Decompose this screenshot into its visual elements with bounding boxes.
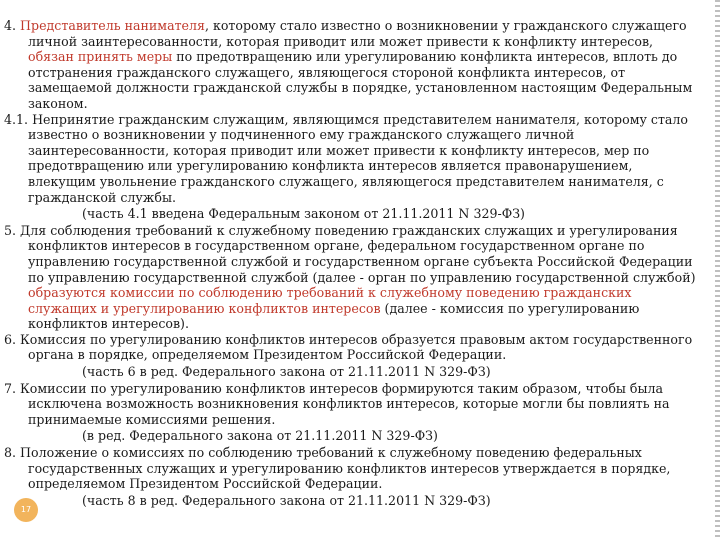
highlight-obliged-to-act: обязан принять меры — [28, 49, 173, 65]
paragraph-number: 5. — [4, 222, 17, 238]
highlight-commissions-formed: образуются комиссии по соблюдению требований к служебному поведению гражданских служащих и урегулированию конфликтов интересов — [28, 285, 632, 316]
paragraph-number: 7. — [4, 380, 17, 396]
paragraph-text: Непринятие гражданским служащим, являющимся представителем нанимателя, которому стало известно о возникновении у подчиненного ему гражданского служащего личной заинтересованности, которая приводит или может привести к конфликту интересов, мер по предотвращению или урегулированию конфликта интересов является правонарушением, влекущим увольнение гражданского служащего, являющегося представителем нанимателя, с гражданской службы. — [28, 111, 689, 205]
paragraph-text: , которому стало известно о возникновении у гражданского служащего личной заинтересованности, которая приводит или может привести к конфликту интересов, — [28, 18, 687, 49]
paragraph-7 — [4, 381, 702, 428]
paragraph-5 — [4, 223, 702, 332]
page-number-badge: 17 — [14, 498, 38, 522]
paragraph-number: 4.1. — [4, 111, 29, 127]
paragraph-number: 4. — [4, 18, 17, 33]
paragraph-number: 8. — [4, 445, 17, 461]
amendment-note: (часть 4.1 введена Федеральным законом от 21.11.2011 N 329-ФЗ) — [82, 206, 525, 222]
paragraph-number: 6. — [4, 331, 17, 347]
amendment-note: (часть 6 в ред. Федерального закона от 21.11.2011 N 329-ФЗ) — [82, 364, 491, 380]
amendment-note: (в ред. Федерального закона от 21.11.2011 N 329-ФЗ) — [82, 428, 438, 444]
paragraph-text: Комиссии по урегулированию конфликтов интересов формируются таким образом, чтобы была исключена возможность возникновения конфликтов интересов, которые могли бы повлиять на принимаемые комиссиями решения. — [20, 380, 670, 427]
paragraph-text: Положение о комиссиях по соблюдению требований к служебному поведению федеральных государственных служащих и урегулированию конфликтов интересов утверждается в порядке, определяемом Президентом Российской Федерации. — [20, 445, 671, 492]
amendment-note: (часть 8 в ред. Федерального закона от 21.11.2011 N 329-ФЗ) — [82, 492, 491, 508]
paragraph-4-1 — [4, 112, 702, 206]
paragraph-8 — [4, 445, 702, 492]
page-edge-border — [715, 0, 720, 540]
document-body — [4, 18, 702, 509]
paragraph-text: Для соблюдения требований к служебному поведению гражданских служащих и урегулирования конфликтов интересов в государственном органе, федеральном государственном органе по управлению государственной службой и государственном органе субъекта Российской Федерации по управлению государственной службой (далее - орган по управлению государственной службой) — [20, 222, 696, 285]
paragraph-4 — [4, 18, 702, 112]
paragraph-text: Комиссия по урегулированию конфликтов интересов образуется правовым актом государственного органа в порядке, определяемом Президентом Российской Федерации. — [20, 331, 693, 363]
highlight-employer-representative: Представитель нанимателя — [20, 18, 205, 33]
paragraph-6 — [4, 332, 702, 363]
paragraph-text: по предотвращению или урегулированию конфликта интересов, вплоть до отстранения гражданского служащего, являющегося стороной конфликта интересов, от замещаемой должности гражданской службы в порядке, установленном настоящим Федеральным законом. — [28, 49, 693, 111]
paragraph-text: (далее - комиссия по урегулированию конфликтов интересов). — [28, 300, 640, 332]
